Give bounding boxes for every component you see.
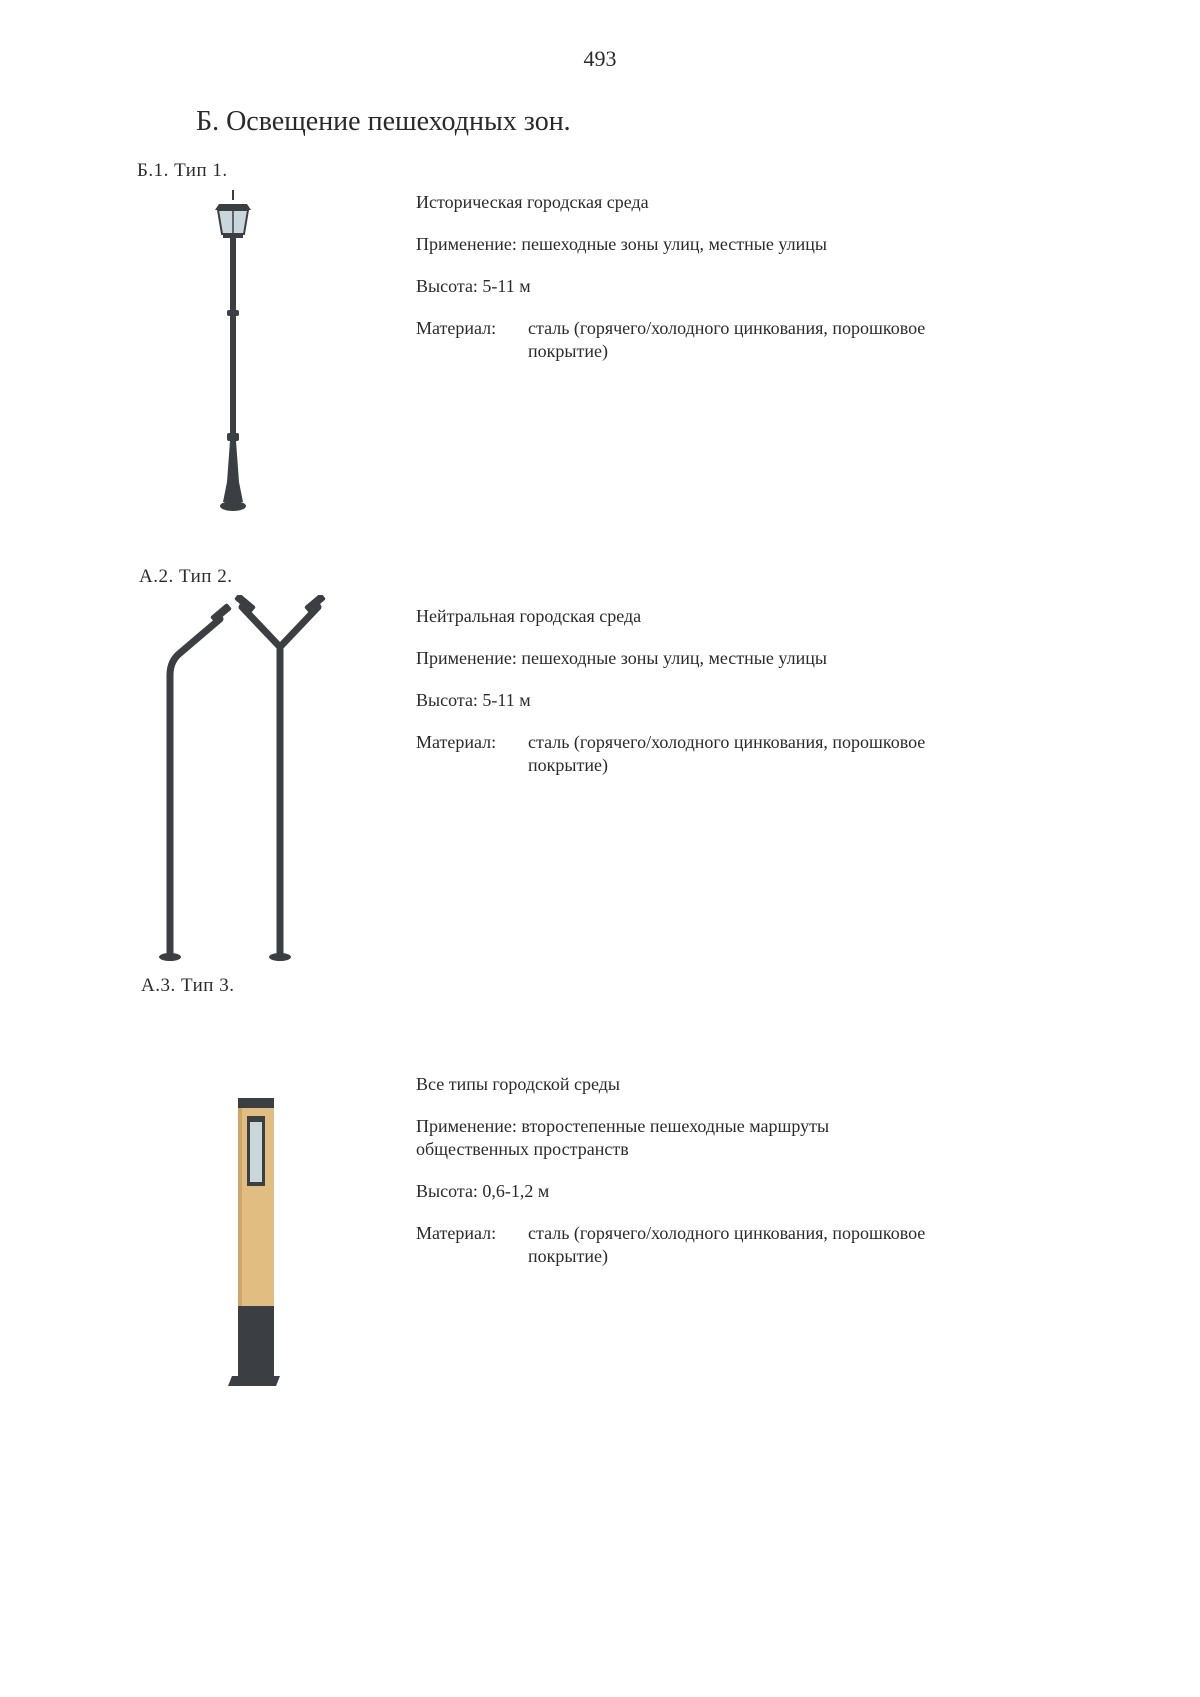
item-3-description [416,1073,976,1268]
item-2-height: Высота: 5-11 м [416,690,531,710]
item-3-label: А.3. Тип 3. [141,975,235,996]
item-1-environment: Историческая городская среда [416,192,649,212]
item-3-material-value: сталь (горячего/холодного цинкования, порошковое покрытие) [528,1223,926,1266]
item-3-application: Применение: второстепенные пешеходные маршруты общественных пространств [416,1116,830,1159]
bollard-light-icon [228,1098,284,1388]
item-1-material-value: сталь (горячего/холодного цинкования, порошковое покрытие) [528,318,926,361]
item-3-environment: Все типы городской среды [416,1074,620,1094]
item-2-material-value: сталь (горячего/холодного цинкования, порошковое покрытие) [528,732,926,775]
item-1-application: Применение: пешеходные зоны улиц, местные улицы [416,234,827,254]
item-2-environment: Нейтральная городская среда [416,606,642,626]
item-3-height: Высота: 0,6-1,2 м [416,1181,550,1201]
item-2-description [416,605,976,777]
item-1-description [416,191,976,363]
item-2-label: А.2. Тип 2. [139,566,233,587]
historic-lamp-post-icon [205,190,261,520]
item-2-material-label: Материал: [416,732,497,752]
item-1-material-label: Материал: [416,318,497,338]
item-3-material-label: Материал: [416,1223,497,1243]
item-2-material [416,731,976,777]
page-number: 493 [583,46,617,71]
item-2-application: Применение: пешеходные зоны улиц, местные улицы [416,648,827,668]
item-1-label: Б.1. Тип 1. [137,160,228,181]
section-title: Б. Освещение пешеходных зон. [196,106,571,137]
item-3-material [416,1222,976,1268]
item-1-material [416,317,976,363]
modern-lamp-posts-icon [150,595,350,965]
item-1-height: Высота: 5-11 м [416,276,531,296]
